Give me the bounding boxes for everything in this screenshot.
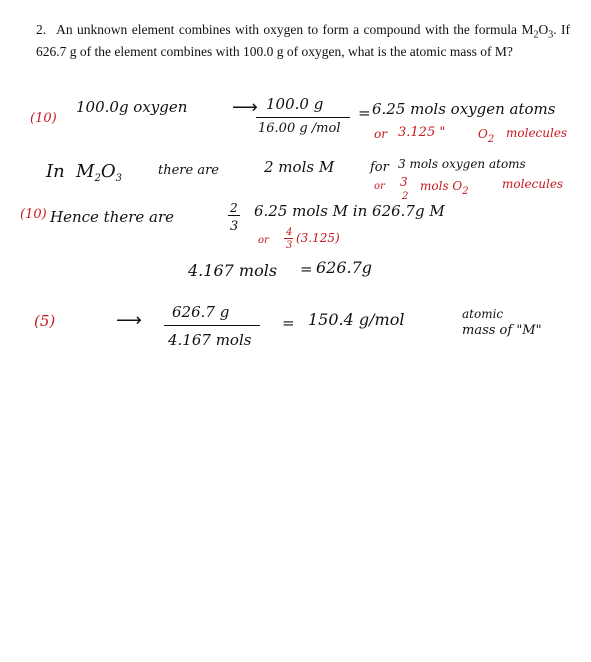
problem-number: 2. [36,22,47,37]
step4-numerator: 626.7 g [172,303,230,321]
problem-line-3: mass of M? [449,43,513,59]
formula-m: M [521,22,534,37]
step1-alt-o: O [478,127,488,141]
step2-alt-frac: 3 [400,175,408,189]
step1-alt-value: 3.125 " [398,125,446,140]
step3-alt-frac-den: 3 [286,240,293,251]
step1-result: 6.25 mols oxygen atoms [372,100,556,118]
step1-points: (10) [30,111,57,126]
step2-alt-mols: mols O [420,179,463,193]
step3-result-eq: = [300,260,313,278]
step2-oxygen: 3 mols oxygen atoms [398,157,526,171]
step3-frac-den: 3 [230,219,239,234]
step1-equals: = [358,104,371,122]
step4-equals: = [282,314,295,332]
problem-statement [36,22,570,60]
step2-alt-frac-den: 2 [402,191,409,202]
step3-frac-num: 2 [230,201,238,215]
step4-points: (5) [34,312,56,330]
step1-alt-o-sub: 2 [487,134,495,145]
step1-given: 100.0g oxygen [76,98,188,116]
step2-in: In [46,161,65,182]
formula-o: O [538,22,549,37]
step3-expr: 6.25 mols M in 626.7g M [254,202,445,220]
step4-result: 150.4 g/mol [308,310,405,329]
step1-denominator: 16.00 g /mol [258,121,341,136]
step3-points: (10) [20,207,47,222]
step4-arrow-icon: ⟶ [116,310,142,331]
step2-m-sub: 2 [94,173,101,184]
step2-m: M [76,161,95,182]
step3-hence: Hence there are [50,208,175,226]
step2-alt-or: or [374,181,385,192]
problem-line-1: An unknown element combines with oxygen to form a compound with the formula [56,22,518,37]
step4-fraction-bar [164,325,260,326]
step3-frac-bar [228,215,240,216]
step1-alt-unit: molecules [506,126,568,140]
step2-alt-unit: molecules [502,177,564,191]
formula-sub-3: 3 [548,29,554,41]
step2-count: 2 mols M [264,158,335,176]
step3-result-mass: 626.7g [316,258,373,277]
step3-result: 4.167 mols [188,261,278,280]
step2-for: for [370,160,389,175]
step2-alt-o-sub: 2 [462,186,469,197]
step1-arrow-icon: ⟶ [232,97,258,118]
formula-sub-2: 2 [533,29,539,41]
step1-alt-or: or [374,127,387,141]
step4-note-line2: mass of "M" [462,323,542,338]
step4-denominator: 4.167 mols [168,331,252,349]
step3-alt-or: or [258,235,269,246]
step3-alt-frac-bar [284,238,293,239]
step2-o-sub: 3 [115,173,122,184]
step2-there-are: there are [158,163,219,178]
step3-alt-expr: (3.125) [296,231,340,245]
step1-fraction-bar [256,117,350,118]
step2-o: O [100,161,116,182]
step3-alt-frac-num: 4 [286,227,293,238]
step1-numerator: 100.0 g [266,95,324,113]
problem-line-2: . If 626.7 g of the element combines with 100.0 g of oxygen, what is the atomic [36,22,571,59]
step4-note-line1: atomic [462,307,504,321]
